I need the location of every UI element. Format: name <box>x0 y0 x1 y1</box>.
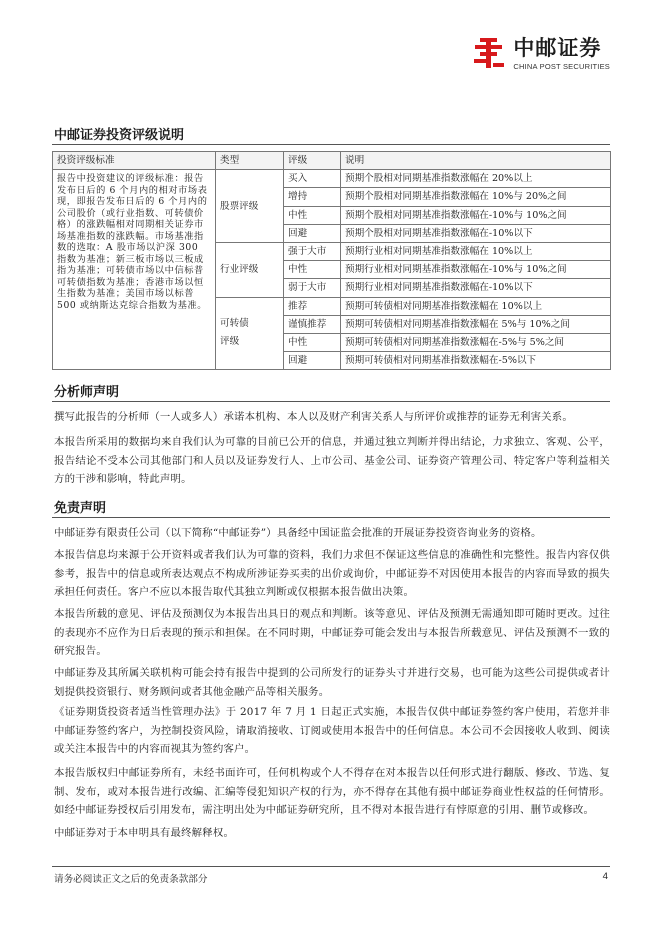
rating-value: 强于大市 <box>284 242 341 260</box>
type-convertible-rating <box>216 297 284 370</box>
header-type: 类型 <box>216 152 284 170</box>
table-row <box>53 170 611 188</box>
disclaimer-paragraph-5: 《证券期货投资者适当性管理办法》于 2017 年 7 月 1 日起正式实施，本报告仅供中邮证券签约客户使用，若您并非中邮证券签约客户，为控制投资风险，请取消接收、订阅或使用本报告中的任何信息。本公司不会因接收人收到、阅读或关注本报告中的内容而视其为签约客户。 <box>54 706 610 756</box>
rating-description: 预期个股相对同期基准指数涨幅在-10%以下 <box>341 224 611 242</box>
type-convertible-line1: 可转债 <box>220 318 249 330</box>
page-number: 4 <box>602 871 608 882</box>
footer-divider <box>52 866 610 867</box>
rating-value: 增持 <box>284 188 341 206</box>
rating-description: 预期可转债相对同期基准指数涨幅在 10%以上 <box>341 297 611 315</box>
analyst-section-title: 分析师声明 <box>54 385 120 400</box>
type-industry-rating: 行业评级 <box>216 242 284 297</box>
company-name-cn: 中邮证券 <box>513 36 602 60</box>
rating-description: 预期可转债相对同期基准指数涨幅在 5%与 10%之间 <box>341 315 611 333</box>
rating-value: 回避 <box>284 352 341 370</box>
rating-description: 预期个股相对同期基准指数涨幅在-10%与 10%之间 <box>341 206 611 224</box>
disclaimer-paragraph-1: 中邮证券有限责任公司（以下简称“中邮证券”）具备经中国证监会批准的开展证券投资咨询业务的资格。 <box>54 527 542 539</box>
rating-description: 预期行业相对同期基准指数涨幅在-10%以下 <box>341 279 611 297</box>
header-rating: 评级 <box>284 152 341 170</box>
disclaimer-paragraph-4: 中邮证券及其所属关联机构可能会持有报告中提到的公司所发行的证券头寸并进行交易，也可能为这些公司提供或者计划提供投资银行、财务顾问或者其他金融产品等相关服务。 <box>54 667 610 698</box>
rating-value: 中性 <box>284 206 341 224</box>
disclaimer-paragraph-7: 中邮证券对于本申明具有最终解释权。 <box>54 827 235 839</box>
rating-section-divider <box>52 144 610 145</box>
china-post-logo-icon <box>471 36 507 72</box>
analyst-section-divider <box>52 401 610 402</box>
disclaimer-paragraph-3: 本报告所载的意见、评估及预测仅为本报告出具日的观点和判断。该等意见、评估及预测无需通知即可随时更改。过往的表现亦不应作为日后表现的预示和担保。在不同时期，中邮证券可能会发出与本报告所载意见、评估及预测不一致的研究报告。 <box>54 608 610 658</box>
disclaimer-paragraph-2: 本报告信息均来源于公开资料或者我们认为可靠的资料，我们力求但不保证这些信息的准确性和完整性。报告内容仅供参考，报告中的信息或所表达观点不构成所涉证券买卖的出价或询价，中邮证券不对因使用本报告的内容而导致的损失承担任何责任。客户不应以本报告取代其独立判断或仅根据本报告做出决策。 <box>54 549 610 599</box>
rating-standard-explanation: 报告中投资建议的评级标准：报告发布日后的 6 个月内的相对市场表现，即报告发布日后的 6 个月内的公司股价（或行业指数、可转债价格）的涨跌幅相对同期相关证券市场基准指数的涨跌幅。市场基准指数的选取：A 股市场以沪深 300 指数为基准；新三板市场以三板成指为基准；可转债市场以中信标普可转债指数为基准；香港市场以恒生指数为基准；美国市场以标普 500 或纳斯达克综合指数为基准。 <box>53 170 216 370</box>
header-description: 说明 <box>341 152 611 170</box>
header-standard: 投资评级标准 <box>53 152 216 170</box>
disclaimer-paragraph-6: 本报告版权归中邮证券所有，未经书面许可，任何机构或个人不得存在对本报告以任何形式进行翻版、修改、节选、复制、发布，或对本报告进行改编、汇编等侵犯知识产权的行为，亦不得存在其他有损中邮证券商业性权益的任何情形。如经中邮证券授权后引用发布，需注明出处为中邮证券研究所，且不得对本报告进行有悖原意的引用、删节或修改。 <box>54 767 610 817</box>
footer-note: 请务必阅读正文之后的免责条款部分 <box>54 874 208 885</box>
rating-value: 中性 <box>284 333 341 351</box>
rating-value: 买入 <box>284 170 341 188</box>
rating-value: 弱于大市 <box>284 279 341 297</box>
type-convertible-line2: 评级 <box>220 336 240 348</box>
rating-value: 中性 <box>284 261 341 279</box>
rating-value: 推荐 <box>284 297 341 315</box>
rating-description: 预期可转债相对同期基准指数涨幅在-5%与 5%之间 <box>341 333 611 351</box>
rating-description: 预期行业相对同期基准指数涨幅在-10%与 10%之间 <box>341 261 611 279</box>
disclaimer-section-title: 免责声明 <box>54 501 107 516</box>
company-name-en: CHINA POST SECURITIES <box>513 62 610 71</box>
rating-value: 谨慎推荐 <box>284 315 341 333</box>
analyst-paragraph-2: 本报告所采用的数据均来自我们认为可靠的目前已公开的信息，并通过独立判断并得出结论，力求独立、客观、公平，报告结论不受本公司其他部门和人员以及证券发行人、上市公司、基金公司、证券资产管理公司、特定客户等利益相关方的干涉和影响，特此声明。 <box>54 436 610 486</box>
rating-table-header <box>53 152 611 170</box>
rating-value: 回避 <box>284 224 341 242</box>
disclaimer-section-divider <box>52 517 610 518</box>
company-logo <box>471 36 610 72</box>
rating-description: 预期行业相对同期基准指数涨幅在 10%以上 <box>341 242 611 260</box>
rating-section-title: 中邮证券投资评级说明 <box>54 128 185 143</box>
rating-description: 预期个股相对同期基准指数涨幅在 20%以上 <box>341 170 611 188</box>
rating-description: 预期可转债相对同期基准指数涨幅在-5%以下 <box>341 352 611 370</box>
type-stock-rating: 股票评级 <box>216 170 284 243</box>
analyst-paragraph-1: 撰写此报告的分析师（一人或多人）承诺本机构、本人以及财产利害关系人与所评价或推荐的证券无利害关系。 <box>54 411 573 423</box>
rating-description: 预期个股相对同期基准指数涨幅在 10%与 20%之间 <box>341 188 611 206</box>
rating-table <box>52 151 611 370</box>
